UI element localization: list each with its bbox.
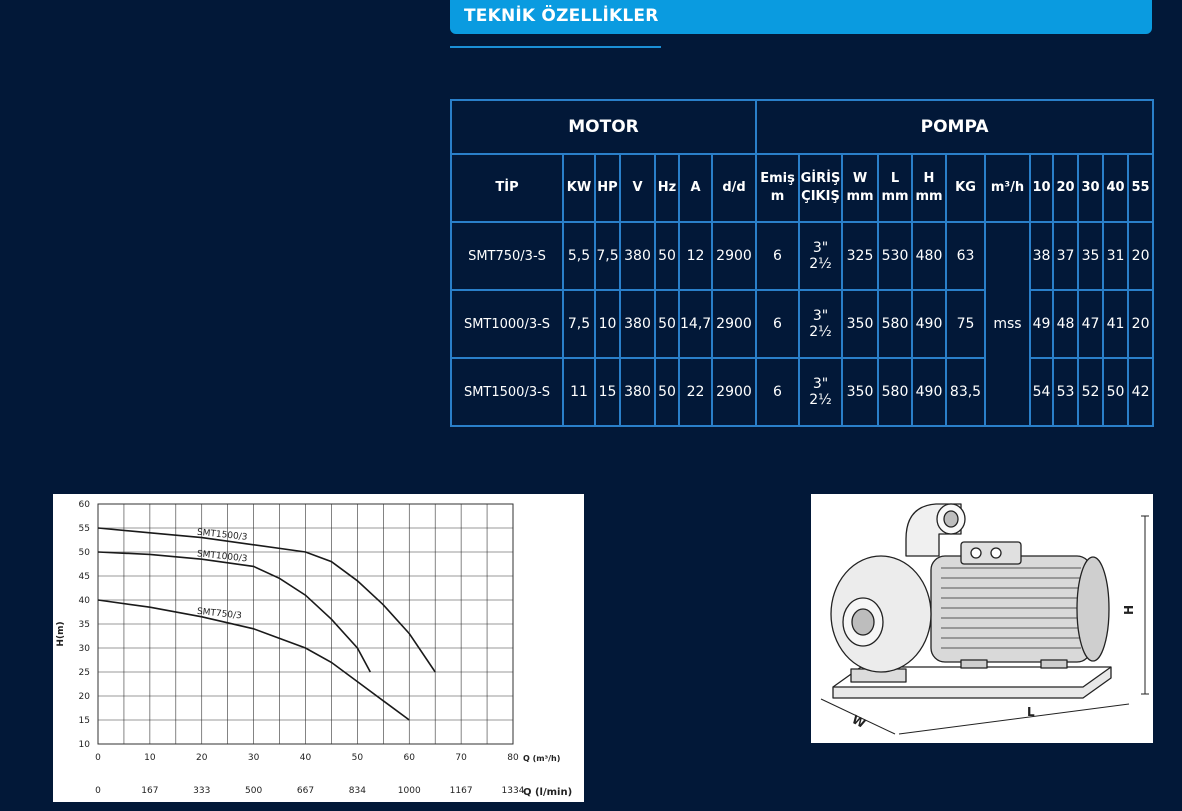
- x-tick-label: 70: [455, 753, 467, 763]
- cell-tip: SMT1000/3-S: [451, 290, 563, 358]
- cell-tip: SMT750/3-S: [451, 222, 563, 290]
- series-label: SMT750/3: [196, 606, 243, 622]
- cell-flow-20: 53: [1053, 358, 1078, 426]
- cell-flow-10: 49: [1030, 290, 1053, 358]
- section-pompa: POMPA: [756, 100, 1153, 154]
- col-giris-cikis: GİRİŞ ÇIKIŞ: [799, 154, 842, 222]
- col-hp: HP: [595, 154, 620, 222]
- y-tick-label: 40: [78, 596, 90, 606]
- cell-h: 490: [912, 290, 946, 358]
- y-tick-label: 20: [78, 692, 90, 702]
- cell-flow-55: 42: [1128, 358, 1153, 426]
- x2-tick-label: 167: [141, 786, 159, 796]
- cell-dd: 2900: [712, 290, 756, 358]
- x2-tick-label: 333: [193, 786, 211, 796]
- col-l: L mm: [878, 154, 912, 222]
- cell-mss: mss: [985, 222, 1030, 426]
- cell-flow-20: 37: [1053, 222, 1078, 290]
- cell-kw: 7,5: [563, 290, 595, 358]
- spec-table: [450, 99, 1154, 427]
- cell-hz: 50: [655, 358, 679, 426]
- performance-chart-panel: [53, 494, 584, 802]
- cell-kg: 75: [946, 290, 985, 358]
- cell-v: 380: [620, 358, 655, 426]
- x-tick-label: 20: [196, 753, 208, 763]
- x-tick-label: 0: [95, 753, 101, 763]
- y-tick-label: 30: [78, 644, 90, 654]
- y-tick-label: 25: [78, 668, 90, 678]
- cell-flow-55: 20: [1128, 222, 1153, 290]
- dimension-w-label: W: [849, 712, 868, 731]
- table-row: [451, 222, 1153, 290]
- cell-flow-40: 41: [1103, 290, 1128, 358]
- cell-giris-cikis: 3" 2½: [799, 222, 842, 290]
- table-row: [451, 358, 1153, 426]
- cell-kg: 83,5: [946, 358, 985, 426]
- cell-flow-30: 47: [1078, 290, 1103, 358]
- chart-xlabel: Q (m³/h): [523, 754, 561, 763]
- cell-v: 380: [620, 222, 655, 290]
- series-label: SMT1500/3: [196, 527, 248, 543]
- x-tick-label: 50: [351, 753, 364, 763]
- cell-w: 325: [842, 222, 878, 290]
- cell-hz: 50: [655, 222, 679, 290]
- y-tick-label: 55: [78, 524, 90, 534]
- cell-dd: 2900: [712, 222, 756, 290]
- cell-w: 350: [842, 290, 878, 358]
- col-a: A: [679, 154, 712, 222]
- cell-w: 350: [842, 358, 878, 426]
- x-tick-label: 10: [144, 753, 156, 763]
- series-label: SMT1000/3: [196, 549, 248, 565]
- cell-l: 530: [878, 222, 912, 290]
- cell-flow-30: 35: [1078, 222, 1103, 290]
- y-tick-label: 45: [78, 572, 90, 582]
- col-flow-55: 55: [1128, 154, 1153, 222]
- cell-kw: 11: [563, 358, 595, 426]
- x2-tick-label: 500: [245, 786, 263, 796]
- cell-emis: 6: [756, 290, 799, 358]
- motor-fan-cover: [1077, 557, 1109, 661]
- col-kg: KG: [946, 154, 985, 222]
- cell-flow-30: 52: [1078, 358, 1103, 426]
- y-tick-label: 15: [78, 716, 90, 726]
- motor-body: [931, 556, 1091, 662]
- cell-giris-cikis: 3" 2½: [799, 358, 842, 426]
- section-title: TEKNİK ÖZELLİKLER: [464, 6, 659, 26]
- col-w: W mm: [842, 154, 878, 222]
- table-row: [451, 290, 1153, 358]
- dimension-l-label: L: [1027, 705, 1035, 719]
- cell-giris-cikis: 3" 2½: [799, 290, 842, 358]
- col-flow-30: 30: [1078, 154, 1103, 222]
- x2-tick-label: 667: [296, 786, 315, 796]
- x-tick-label: 80: [507, 753, 519, 763]
- performance-chart: [53, 494, 584, 802]
- col-flow-40: 40: [1103, 154, 1128, 222]
- cell-hp: 7,5: [595, 222, 620, 290]
- col-flow-10: 10: [1030, 154, 1053, 222]
- col-dd: d/d: [712, 154, 756, 222]
- pump-dimension-drawing: [811, 494, 1153, 743]
- cell-emis: 6: [756, 358, 799, 426]
- cell-kw: 5,5: [563, 222, 595, 290]
- col-m3h: m³/h: [985, 154, 1030, 222]
- cell-a: 12: [679, 222, 712, 290]
- chart-xlabel-lmin: Q (l/min): [523, 787, 573, 798]
- col-tip: TİP: [451, 154, 563, 222]
- cell-hp: 10: [595, 290, 620, 358]
- cell-flow-20: 48: [1053, 290, 1078, 358]
- cell-flow-40: 31: [1103, 222, 1128, 290]
- col-flow-20: 20: [1053, 154, 1078, 222]
- pump-illustration: [811, 494, 1153, 743]
- cell-hz: 50: [655, 290, 679, 358]
- dimension-h-label: H: [1122, 604, 1136, 616]
- cell-v: 380: [620, 290, 655, 358]
- cell-tip: SMT1500/3-S: [451, 358, 563, 426]
- cell-dd: 2900: [712, 358, 756, 426]
- x-tick-label: 60: [403, 753, 415, 763]
- y-tick-label: 35: [78, 620, 90, 630]
- col-emis: Emiş m: [756, 154, 799, 222]
- cell-l: 580: [878, 358, 912, 426]
- section-header-bar: [450, 0, 1152, 34]
- cell-a: 22: [679, 358, 712, 426]
- cell-flow-10: 54: [1030, 358, 1053, 426]
- cell-l: 580: [878, 290, 912, 358]
- chart-ylabel: H(m): [56, 621, 66, 647]
- x-tick-label: 40: [299, 753, 312, 763]
- cell-emis: 6: [756, 222, 799, 290]
- cell-flow-55: 20: [1128, 290, 1153, 358]
- y-tick-label: 60: [78, 500, 90, 510]
- cell-a: 14,7: [679, 290, 712, 358]
- x-tick-label: 30: [247, 753, 260, 763]
- x2-tick-label: 1334: [501, 786, 525, 796]
- y-tick-label: 50: [78, 548, 90, 558]
- x2-tick-label: 834: [348, 786, 366, 796]
- cell-flow-10: 38: [1030, 222, 1053, 290]
- section-motor: MOTOR: [451, 100, 756, 154]
- x2-tick-label: 1167: [449, 786, 473, 796]
- col-kw: KW: [563, 154, 595, 222]
- y-tick-label: 10: [78, 740, 90, 750]
- header-underline: [450, 46, 661, 48]
- cell-h: 490: [912, 358, 946, 426]
- col-h: H mm: [912, 154, 946, 222]
- cell-flow-40: 50: [1103, 358, 1128, 426]
- x2-tick-label: 0: [95, 786, 101, 796]
- x2-tick-label: 1000: [397, 786, 421, 796]
- cell-hp: 15: [595, 358, 620, 426]
- col-v: V: [620, 154, 655, 222]
- col-hz: Hz: [655, 154, 679, 222]
- cell-kg: 63: [946, 222, 985, 290]
- cell-h: 480: [912, 222, 946, 290]
